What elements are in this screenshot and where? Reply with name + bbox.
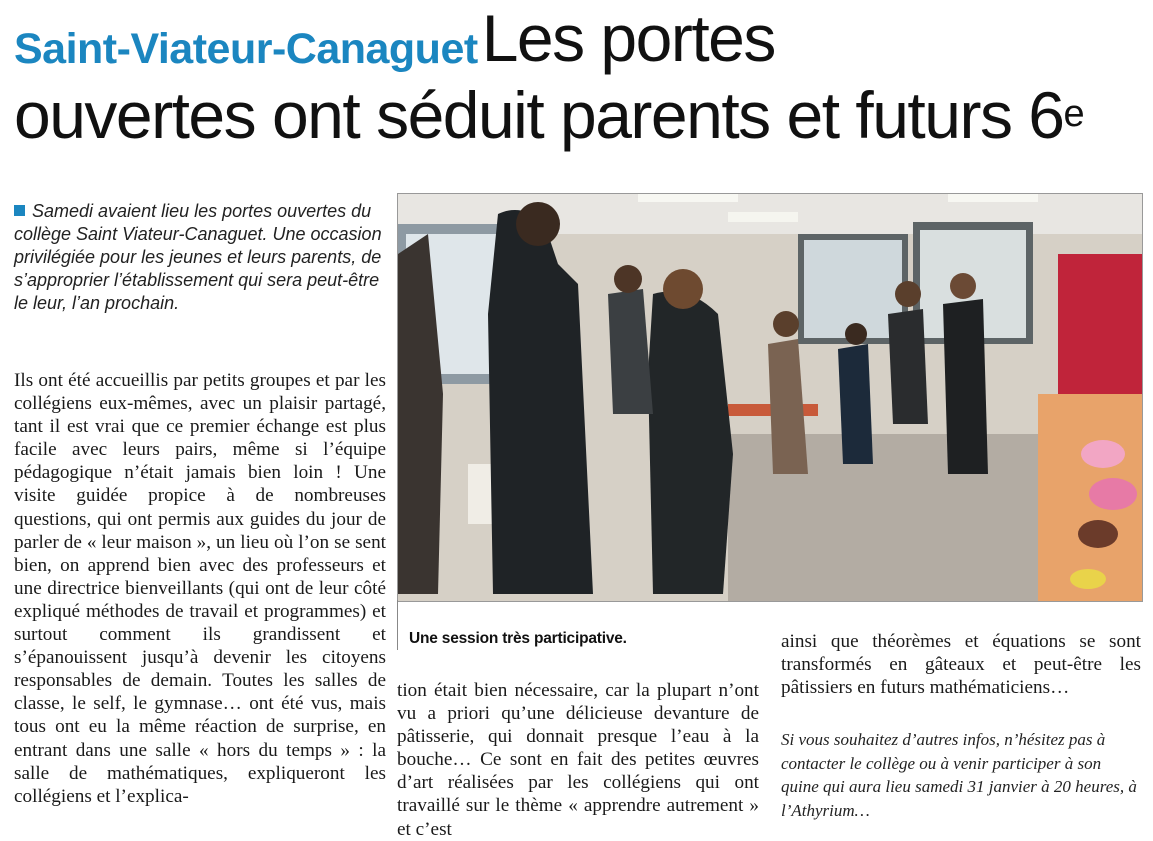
column-1-text: Ils ont été accueillis par petits groupes et par les collégiens eux-mêmes, avec un plaisir partagé, tant il est vrai que ce premier échange est plus facile avec leurs pairs, même si l’équipe pédagogique n’était jamais bien loin ! Une visite guidée propice à de nombreuses questions, qui ont permis aux guides du jour de parler de « leur maison », un lieu où l’on se sent bien, on apprend bien avec des professeurs et une directrice bienveillants (qui ont de leur côté expliqué méthodes de travail et programmes) et surtout comment ils grandissent et s’épanouissent jusqu’à devenir les citoyens responsables de demain. Toutes les salles de classe, le self, le gymnase… ont été vus, mais tous ont eu la même réaction de surprise, en entrant dans une salle « hors du temps » : la salle de mathématiques, expliqueront les collégiens et l’explica- bbox=[14, 370, 386, 807]
headline-ordinal: e bbox=[1063, 93, 1084, 135]
headline-line-2 bbox=[14, 79, 1083, 163]
article-photo bbox=[397, 193, 1143, 602]
column-3-text: ainsi que théorèmes et équations se sont transformés en gâteaux et peut-être les pâtissiers en futurs mathématiciens… bbox=[781, 631, 1141, 699]
location-kicker: Saint-Viateur-Canaguet bbox=[14, 25, 478, 73]
lede-square-icon bbox=[14, 205, 25, 216]
lede-text: Samedi avaient lieu les portes ouvertes du collège Saint Viateur-Canaguet. Une occasion privilégiée pour les jeunes et leurs parents, de s’approprier l’établissement qui sera peut-être le leur, l’an prochain. bbox=[14, 201, 382, 313]
info-note: Si vous souhaitez d’autres infos, n’hésitez pas à contacter le collège ou à venir participer à son quine qui aura lieu samedi 31 janvier à 20 heures, à l’Athyrium… bbox=[781, 730, 1137, 820]
classroom-photo-illustration bbox=[398, 194, 1142, 601]
article-column-1 bbox=[14, 369, 386, 808]
column-2-text: tion était bien nécessaire, car la plupart n’ont vu a priori qu’une délicieuse devanture de pâtisserie, qui donnait presque l’eau à la bouche… Ce sont en fait des petites œuvres d’art réalisées par les collégiens qui ont travaillé sur le thème « apprendre autrement » et c’est bbox=[397, 680, 759, 840]
article-column-3 bbox=[781, 630, 1141, 699]
headline-title-part-1: Les portes bbox=[481, 1, 775, 75]
caption-rule bbox=[397, 600, 398, 650]
headline-line-1 bbox=[14, 1, 775, 77]
headline-title-part-2: ouvertes ont séduit parents et futurs 6 bbox=[14, 78, 1064, 152]
article-lede bbox=[14, 200, 384, 315]
article-column-2 bbox=[397, 679, 759, 841]
photo-caption: Une session très participative. bbox=[409, 630, 627, 647]
